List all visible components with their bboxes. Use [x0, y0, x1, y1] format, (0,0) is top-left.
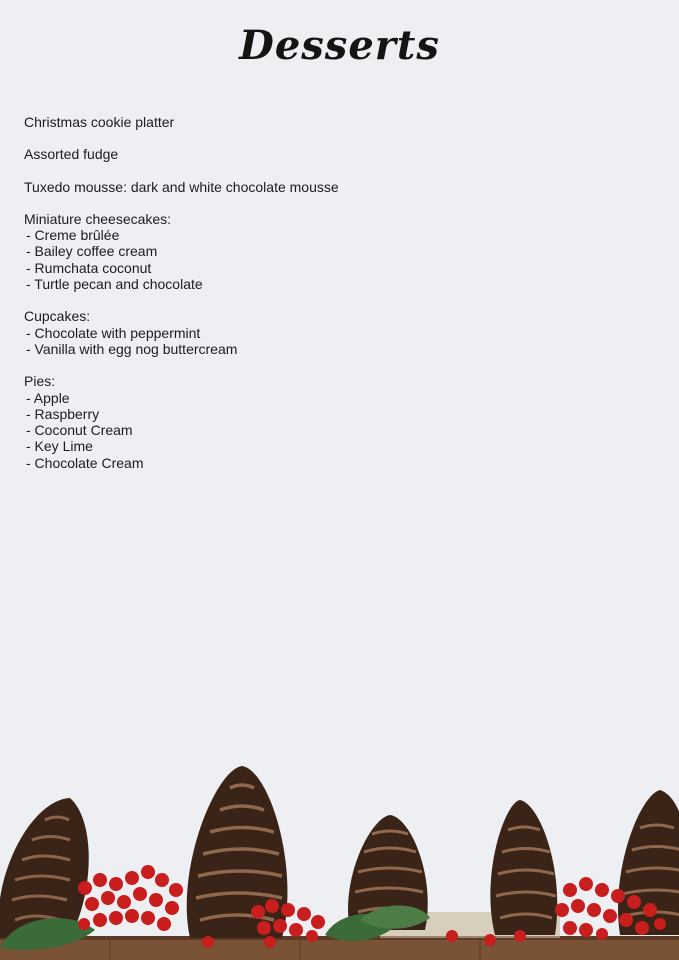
menu-section: [24, 308, 624, 357]
list-item: - Vanilla with egg nog buttercream: [26, 340, 238, 357]
list-item: - Apple: [26, 389, 70, 406]
menu-section: [24, 179, 624, 195]
list-item: - Turtle pecan and chocolate: [26, 276, 203, 293]
list-item: - Chocolate Cream: [26, 454, 144, 471]
section-heading: Miniature cheesecakes:: [24, 210, 172, 227]
section-heading: Tuxedo mousse: dark and white chocolate mousse: [24, 178, 339, 195]
menu-section: [24, 146, 624, 162]
menu-section: [24, 114, 624, 130]
list-item: - Bailey coffee cream: [26, 243, 158, 260]
wooden-table: [0, 938, 679, 960]
list-item: - Coconut Cream: [26, 422, 133, 439]
list-item: - Creme brûlée: [26, 227, 120, 244]
page-title: Desserts: [239, 22, 440, 69]
dessert-menu: [24, 114, 624, 487]
list-item: - Chocolate with peppermint: [26, 324, 201, 341]
pinecones-and-berries-icon: [0, 760, 679, 960]
list-item: - Raspberry: [26, 405, 100, 422]
menu-section: [24, 211, 624, 292]
section-heading: Assorted fudge: [24, 146, 119, 163]
list-item: - Key Lime: [26, 438, 93, 455]
section-heading: Pies:: [24, 373, 56, 390]
section-heading: Christmas cookie platter: [24, 114, 175, 130]
list-item: - Rumchata coconut: [26, 259, 152, 276]
pinecone-icon: [0, 798, 89, 938]
menu-section: [24, 373, 624, 471]
pinecone-icon: [490, 800, 557, 935]
section-heading: Cupcakes:: [24, 308, 91, 325]
